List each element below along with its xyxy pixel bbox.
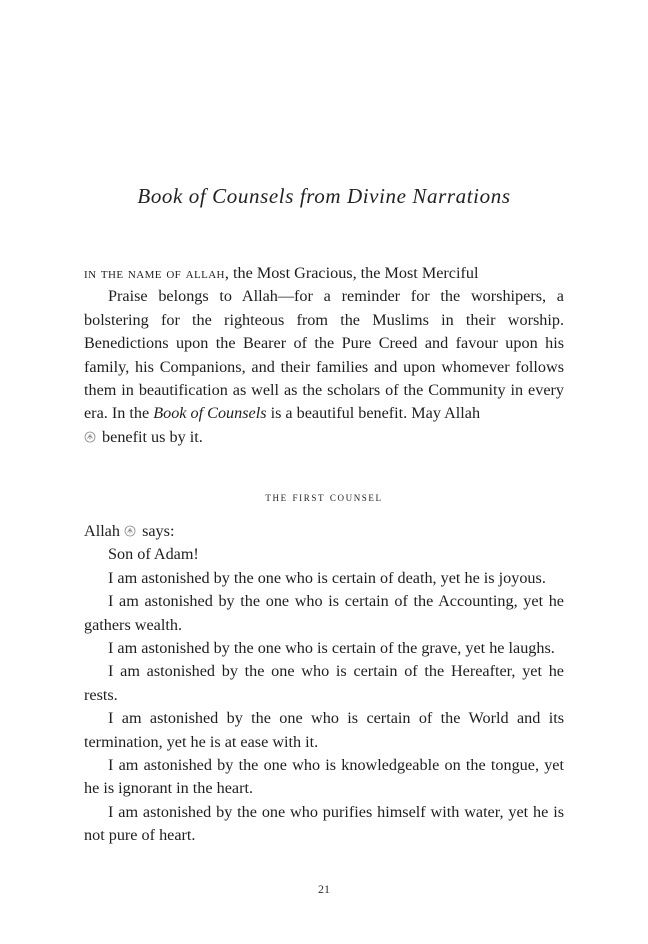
intro-text-start: Praise belongs to Allah—for a reminder for the worshipers, a bolstering for the righteous from the Muslims in their worship. Benedictions upon the Bearer of the Pure Creed and favour upon his family, his Companions, and their families and upon whomever follows them in beautification as well as the scholars of the Community in every era. In the xyxy=(84,287,564,423)
intro-closing: benefit us by it. xyxy=(98,427,203,446)
counsel-line: I am astonished by the one who is certain of the World and its termination, yet he is at ease with it. xyxy=(84,709,564,751)
page-title: Book of Counsels from Divine Narrations xyxy=(137,184,511,208)
honorific-glyph-icon xyxy=(124,525,136,537)
intro-paragraph xyxy=(84,285,564,449)
counsel-body xyxy=(84,520,564,848)
introduction xyxy=(84,262,564,449)
counsel-line: I am astonished by the one who is certain of death, yet he is joyous. xyxy=(108,568,546,587)
opening-name: Allah xyxy=(84,522,120,540)
counsel-line: I am astonished by the one who is knowledgeable on the tongue, yet he is ignorant in the heart. xyxy=(84,756,564,798)
counsel-line: I am astonished by the one who purifies himself with water, yet he is not pure of heart. xyxy=(84,802,564,845)
basmala-line xyxy=(84,262,564,285)
page-number: 21 xyxy=(318,882,330,896)
intro-text-end: is a beautiful benefit. May Allah xyxy=(266,404,481,423)
honorific-glyph-icon xyxy=(84,431,96,443)
counsel-line: I am astonished by the one who is certain of the grave, yet he laughs. xyxy=(108,639,555,658)
section-heading: the first counsel xyxy=(265,489,383,504)
counsel-line: Son of Adam! xyxy=(108,545,199,564)
basmala-rest: , the Most Gracious, the Most Merciful xyxy=(224,264,479,282)
counsel-line: I am astonished by the one who is certain of the Accounting, yet he gathers wealth. xyxy=(84,592,564,634)
basmala-smallcaps: in the name of allah xyxy=(84,264,225,282)
counsel-line: I am astonished by the one who is certain of the Hereafter, yet he rests. xyxy=(84,662,564,704)
opening-says: says: xyxy=(138,522,175,540)
book-title-italic: Book of Counsels xyxy=(153,404,267,423)
counsel-opening xyxy=(84,520,564,543)
